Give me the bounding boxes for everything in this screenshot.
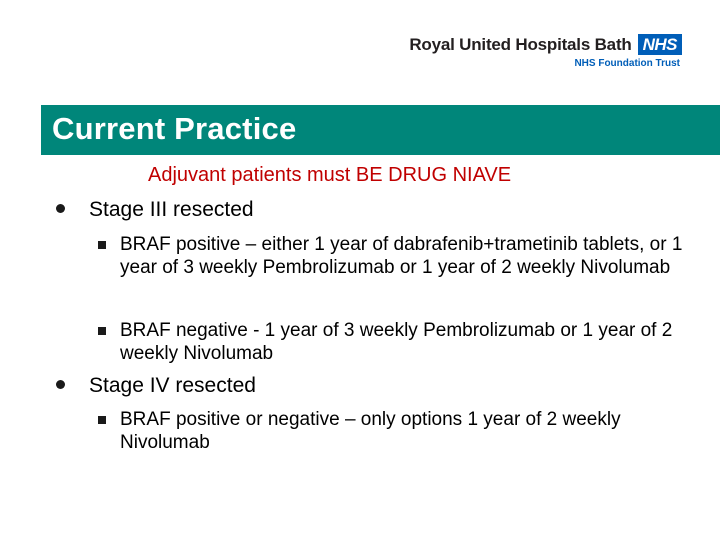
list-item-text: BRAF positive – either 1 year of dabrafenib+trametinib tablets, or 1 year of 3 weekly Pembrolizumab or 1 year of 2 weekly Nivolumab (120, 234, 683, 278)
org-subtitle: NHS Foundation Trust (574, 58, 680, 69)
bullet-square-icon (98, 241, 106, 249)
section-heading: Stage IV resected (89, 374, 256, 397)
org-name: Royal United Hospitals Bath (409, 34, 632, 54)
nhs-badge: NHS (638, 34, 682, 55)
slide-title: Current Practice (52, 111, 297, 146)
trust-logo (409, 34, 682, 69)
list-item-text: BRAF negative - 1 year of 3 weekly Pembrolizumab or 1 year of 2 weekly Nivolumab (120, 320, 673, 364)
bullet-square-icon (98, 327, 106, 335)
list-item-text: BRAF positive or negative – only options 1 year of 2 weekly Nivolumab (120, 409, 621, 453)
bullet-dot-icon (56, 204, 65, 213)
list-item (98, 408, 688, 454)
bullet-square-icon (98, 416, 106, 424)
list-item (98, 319, 688, 365)
section-stage-iv (56, 374, 256, 398)
drug-naive-notice: Adjuvant patients must BE DRUG NIAVE (148, 164, 512, 186)
section-heading: Stage III resected (89, 198, 254, 221)
section-stage-iii (56, 198, 254, 222)
bullet-dot-icon (56, 380, 65, 389)
logo-row (409, 34, 682, 55)
list-item (98, 233, 688, 279)
title-bar (41, 105, 720, 155)
